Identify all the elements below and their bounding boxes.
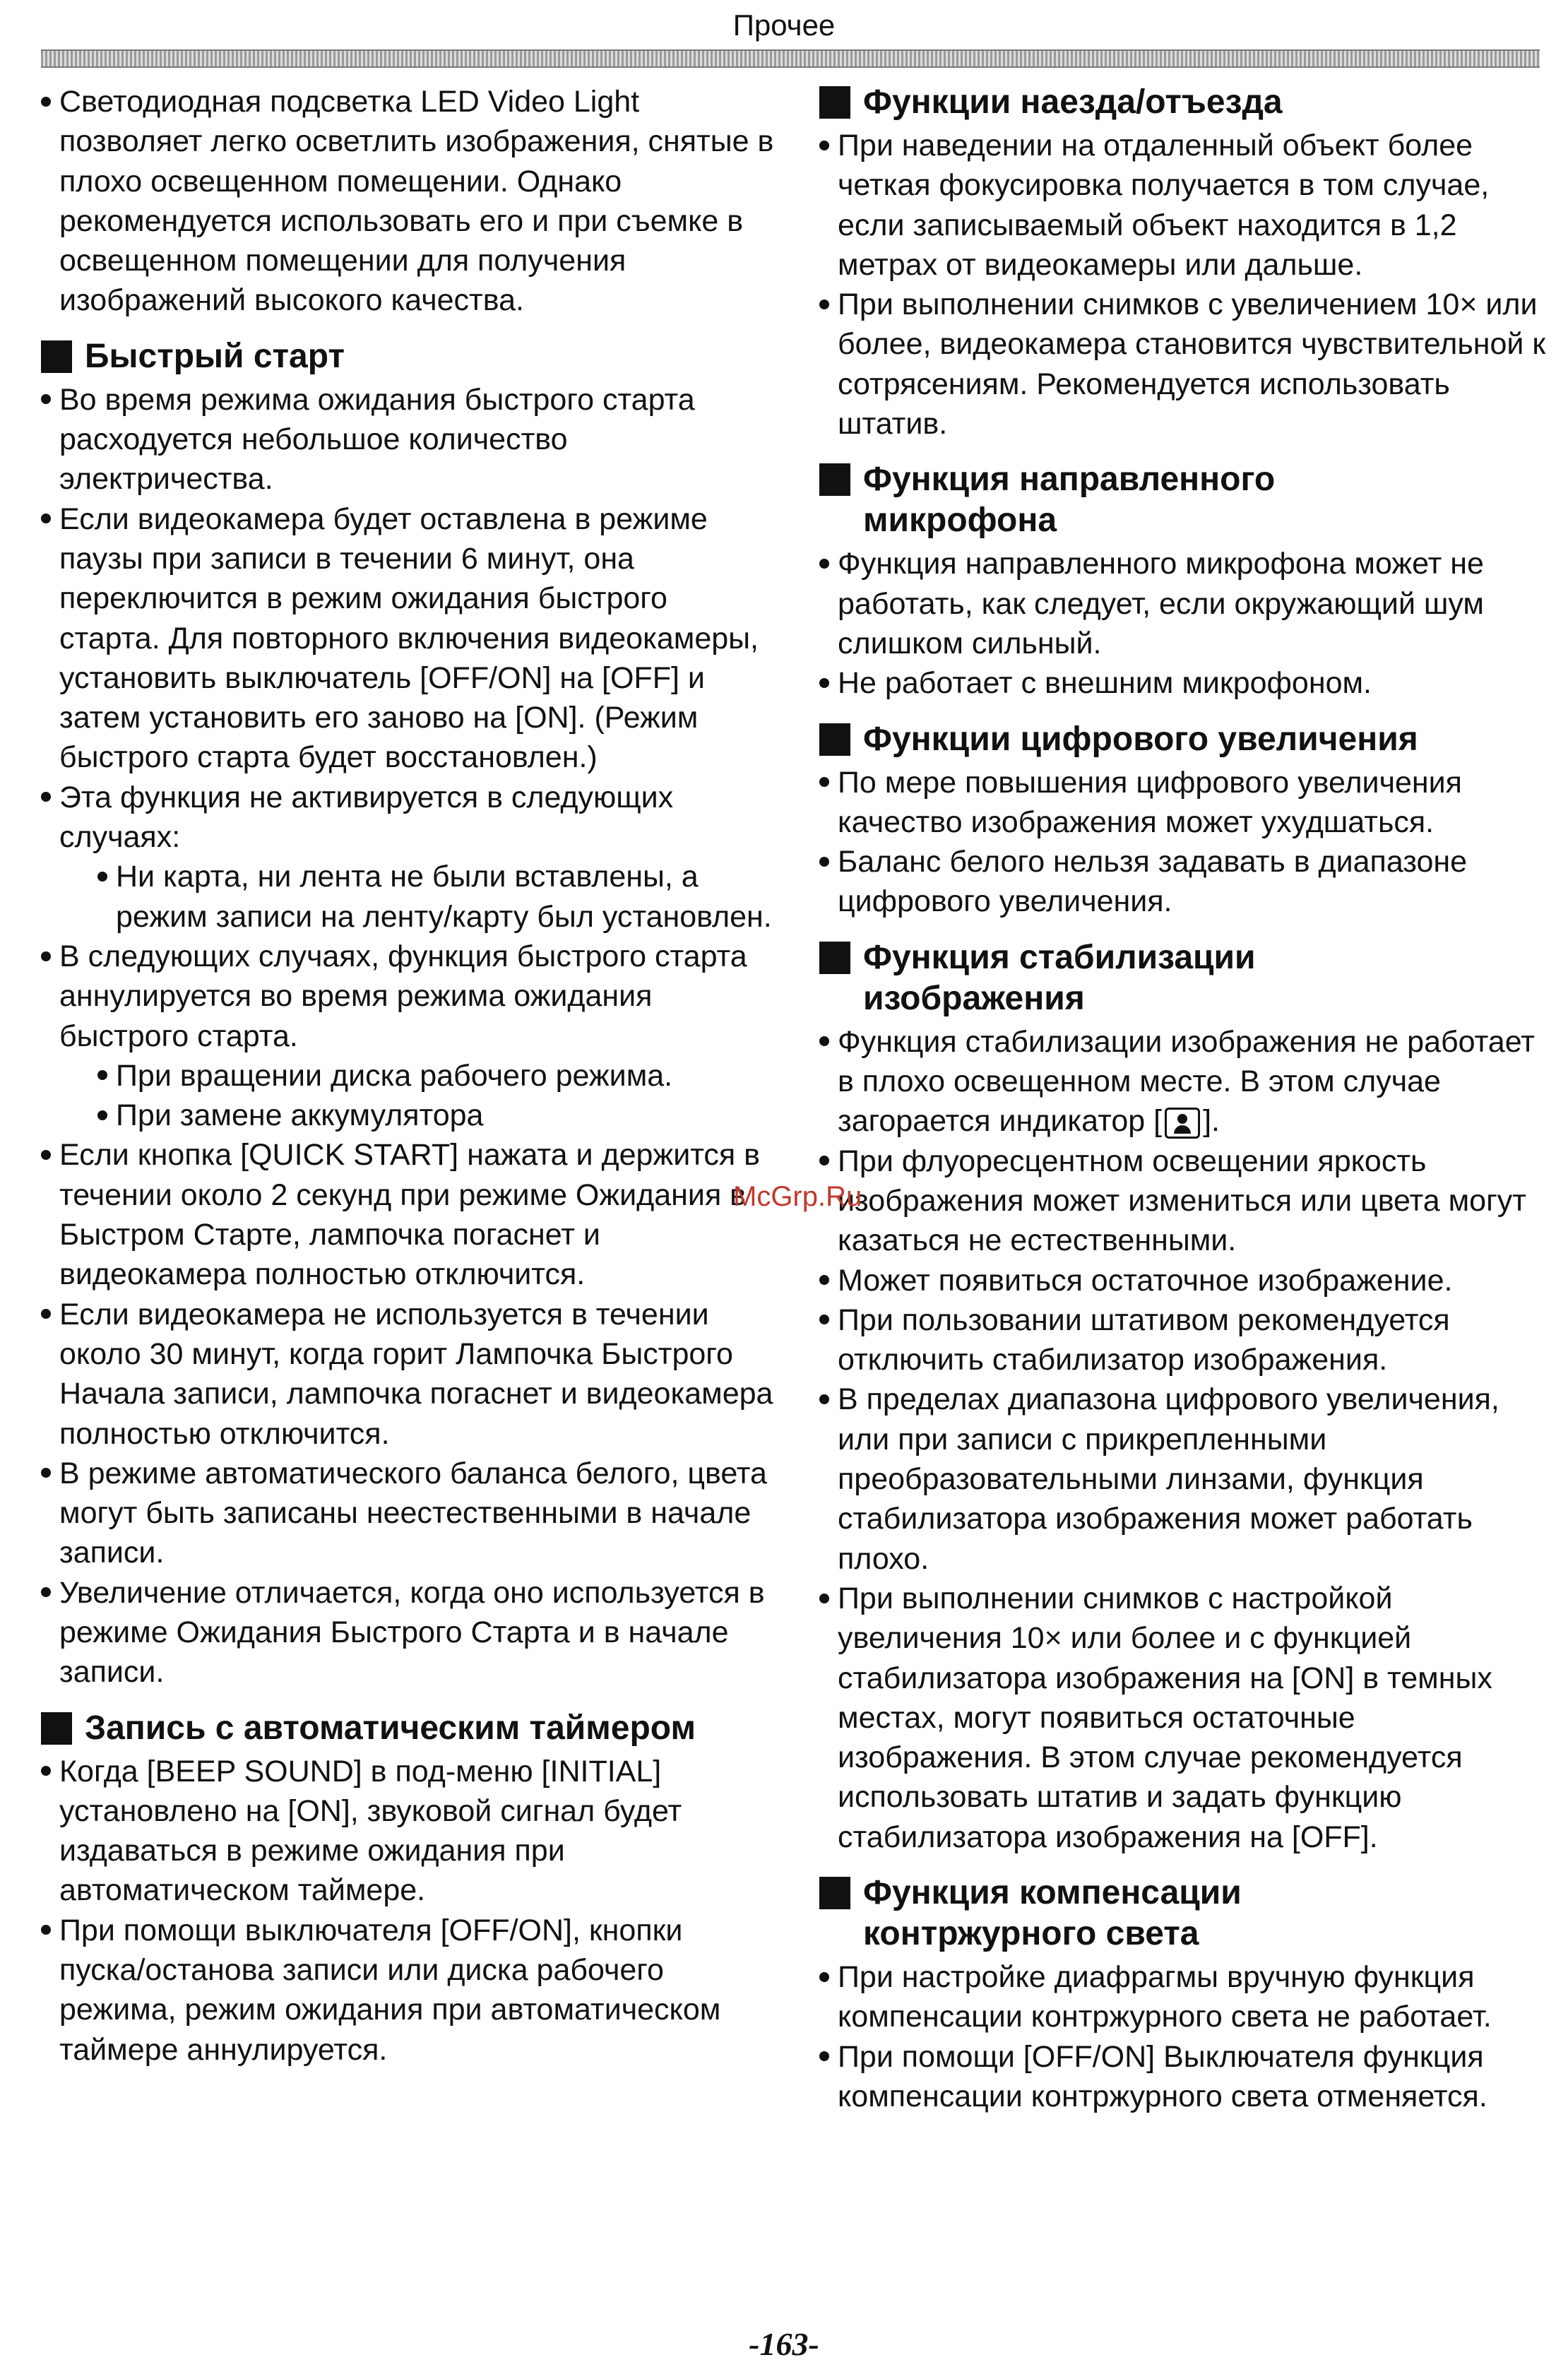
sub-bullet-item: При вращении диска рабочего режима. <box>41 1056 776 1096</box>
bullet-dot-icon <box>819 126 838 165</box>
section-title-backlight: Функция компенсации контржурного света <box>819 1873 1554 1954</box>
section-marker-icon <box>819 463 850 496</box>
bullet-item: В режиме автоматического баланса белого, цвета могут быть записаны неестественными в начале записи. <box>41 1454 776 1573</box>
page-header-title: Прочее <box>732 8 836 42</box>
bullet-item: Если видеокамера будет оставлена в режиме паузы при записи в течении 6 минут, она переключится в режим ожидания быстрого старта. Для повторного включения видеокамеры, установить выключатель [OFF/ON] на [OFF] и затем установить его заново на [ON]. (Режим быстрого старта будет восстановлен.) <box>41 499 776 778</box>
section-title-quick-start: Быстрый старт <box>41 336 776 377</box>
bullet-dot-icon <box>41 499 59 539</box>
bullet-dot-icon <box>41 1911 59 1950</box>
bullet-item: При выполнении снимков с увеличением 10× или более, видеокамера становится чувствительной к сотрясениям. Рекомендуется использовать штатив. <box>819 285 1554 444</box>
bullet-item: Если кнопка [QUICK START] нажата и держится в течении около 2 секунд при режиме Ожидания в Быстром Старте, лампочка погаснет и видеокамера полностью отключится. <box>41 1135 776 1294</box>
section-marker-icon <box>819 942 850 974</box>
section-marker-icon <box>819 86 850 119</box>
bullet-item: В следующих случаях, функция быстрого старта аннулируется во время режима ожидания быстрого старта. <box>41 937 776 1056</box>
bullet-dot-icon <box>819 2037 838 2077</box>
bullet-item: Функция стабилизации изображения не работает в плохо освещенном месте. В этом случае загорается индикатор [ ]. <box>819 1022 1554 1141</box>
bullet-item: При наведении на отдаленный объект более четкая фокусировка получается в том случае, если записываемый объект находится в 1,2 метрах от видеокамеры или дальше. <box>819 126 1554 285</box>
bullet-dot-icon <box>819 544 838 583</box>
stabilizer-indicator-icon <box>1165 1108 1200 1139</box>
bullet-item: При флуоресцентном освещении яркость изображения может измениться или цвета могут казаться не естественными. <box>819 1141 1554 1261</box>
bullet-item: При настройке диафрагмы вручную функция компенсации контржурного света не работает. <box>819 1957 1554 2037</box>
bullet-item: Баланс белого нельзя задавать в диапазоне цифрового увеличения. <box>819 842 1554 922</box>
section-title-self-timer: Запись с автоматическим таймером <box>41 1708 776 1749</box>
section-title-stabilizer: Функция стабилизации изображения <box>819 937 1554 1019</box>
bullet-item: При пользовании штативом рекомендуется отключить стабилизатор изображения. <box>819 1300 1554 1380</box>
section-marker-icon <box>819 723 850 756</box>
bullet-item: Может появиться остаточное изображение. <box>819 1261 1554 1300</box>
bullet-dot-icon <box>819 663 838 703</box>
page-number: -163- <box>749 2326 819 2362</box>
sub-bullet-item: Ни карта, ни лента не были вставлены, а режим записи на ленту/карту был установлен. <box>41 857 776 937</box>
bullet-dot-icon <box>819 1141 838 1181</box>
bullet-dot-icon <box>41 1573 59 1613</box>
bullet-item: Не работает с внешним микрофоном. <box>819 663 1554 703</box>
bullet-dot-icon <box>41 82 59 121</box>
bullet-dot-icon <box>41 1752 59 1791</box>
section-title-digital-zoom: Функции цифрового увеличения <box>819 719 1554 760</box>
section-title-zoom: Функции наезда/отъезда <box>819 82 1554 123</box>
bullet-dot-icon <box>819 763 838 802</box>
header-divider <box>41 49 1540 68</box>
bullet-dot-icon <box>41 1135 59 1175</box>
bullet-item: При помощи [OFF/ON] Выключателя функция компенсации контржурного света отменяется. <box>819 2037 1554 2117</box>
section-marker-icon <box>41 340 72 373</box>
bullet-dot-icon <box>97 1056 116 1096</box>
bullet-dot-icon <box>41 937 59 976</box>
bullet-dot-icon <box>97 857 116 896</box>
bullet-dot-icon <box>41 380 59 420</box>
bullet-item: По мере повышения цифрового увеличения качество изображения может ухудшаться. <box>819 763 1554 843</box>
section-marker-icon <box>819 1877 850 1909</box>
sub-bullet-item: При замене аккумулятора <box>41 1096 776 1135</box>
bullet-item: При помощи выключателя [OFF/ON], кнопки пуска/останова записи или диска рабочего режима, режим ожидания при автоматическом таймере аннулируется. <box>41 1911 776 2070</box>
bullet-item: В пределах диапазона цифрового увеличения, или при записи с прикрепленными преобразовательными линзами, функция стабилизатора изображения может работать плохо. <box>819 1380 1554 1578</box>
bullet-dot-icon <box>819 842 838 882</box>
right-column <box>819 82 1554 2116</box>
bullet-dot-icon <box>819 1022 838 1062</box>
bullet-dot-icon <box>41 778 59 817</box>
section-marker-icon <box>41 1712 72 1745</box>
watermark: McGrp.Ru <box>733 1181 862 1212</box>
bullet-dot-icon <box>819 1957 838 1997</box>
bullet-dot-icon <box>41 1454 59 1493</box>
bullet-dot-icon <box>819 1579 838 1618</box>
bullet-item: Функция направленного микрофона может не работать, как следует, если окружающий шум слишком сильный. <box>819 544 1554 663</box>
bullet-dot-icon <box>819 1261 838 1300</box>
bullet-dot-icon <box>819 1380 838 1419</box>
bullet-dot-icon <box>41 1295 59 1334</box>
section-title-mic: Функция направленного микрофона <box>819 459 1554 541</box>
left-column <box>41 82 776 2070</box>
bullet-item: Когда [BEEP SOUND] в под-меню [INITIAL] установлено на [ON], звуковой сигнал будет издаваться в режиме ожидания при автоматическом таймере. <box>41 1752 776 1911</box>
bullet-item: Если видеокамера не используется в течении около 30 минут, когда горит Лампочка Быстрого Начала записи, лампочка погаснет и видеокамера полностью отключится. <box>41 1295 776 1454</box>
bullet-dot-icon <box>819 285 838 324</box>
bullet-item: Во время режима ожидания быстрого старта расходуется небольшое количество электричества. <box>41 380 776 499</box>
bullet-item: Увеличение отличается, когда оно используется в режиме Ожидания Быстрого Старта и в начале записи. <box>41 1573 776 1692</box>
bullet-dot-icon <box>97 1096 116 1135</box>
bullet-item: При выполнении снимков с настройкой увеличения 10× или более и с функцией стабилизатора изображения на [ON] в темных местах, могут появиться остаточные изображения. В этом случае рекомендуется использовать штатив и задать функцию стабилизатора изображения на [OFF]. <box>819 1579 1554 1857</box>
bullet-led-light: Светодиодная подсветка LED Video Light позволяет легко осветлить изображения, снятые в плохо освещенном помещении. Однако рекомендуется использовать его и при съемке в освещенном помещении для получения изображений высокого качества. <box>41 82 776 321</box>
bullet-dot-icon <box>819 1300 838 1340</box>
bullet-item: Эта функция не активируется в следующих случаях: <box>41 778 776 858</box>
